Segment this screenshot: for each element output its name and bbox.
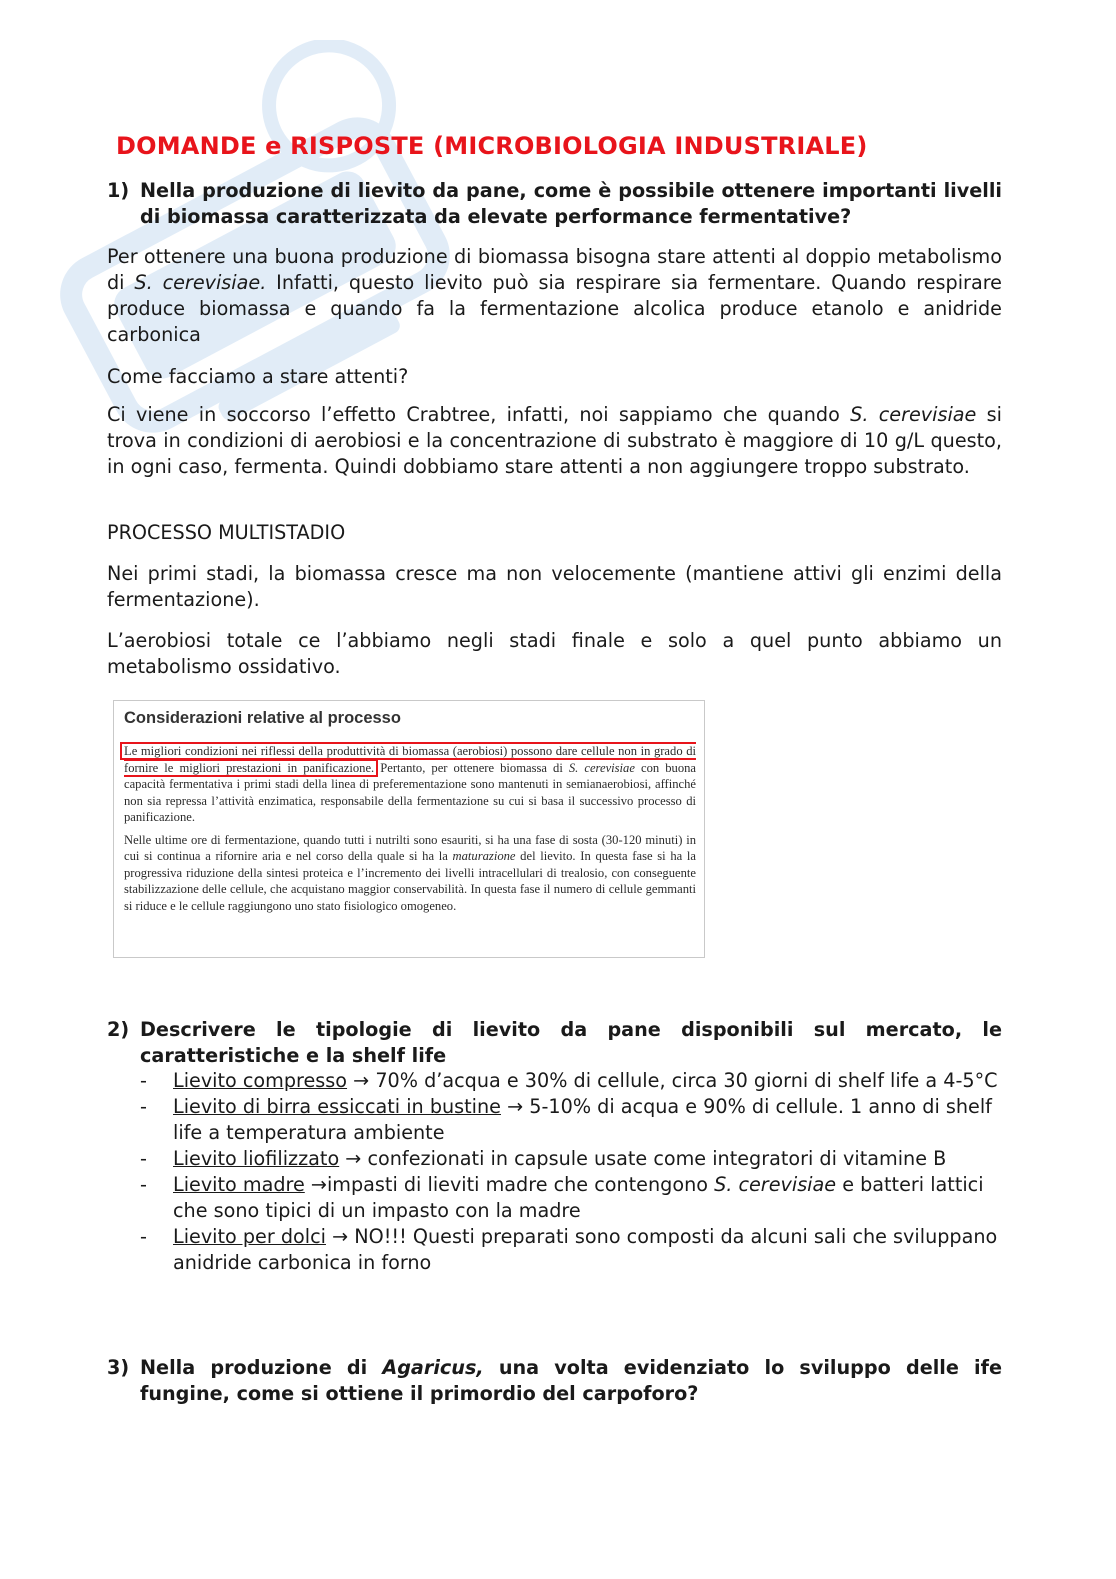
question-text: Descrivere le tipologie di lievito da pane disponibili sul mercato, le caratteristiche e la shelf life	[140, 1018, 1002, 1067]
item-label: Lievito per dolci	[173, 1225, 326, 1248]
item-label: Lievito di birra essiccati in bustine	[173, 1095, 501, 1118]
figure-highlight: Le migliori condizioni nei riflessi della produttività di biomassa (aerobiosi) possono dare cellule non in grado di fornire le migliori prestazioni in panificazione.	[120, 742, 696, 777]
arrow-icon: →	[353, 1069, 370, 1092]
page-title: DOMANDE e RISPOSTE (MICROBIOLOGIA INDUSTRIALE)	[116, 132, 868, 160]
item-label: Lievito madre	[173, 1173, 305, 1196]
list-item: - Lievito per dolci → NO!!! Questi preparati sono composti da alcuni sali che sviluppano anidride carbonica in forno	[140, 1225, 998, 1274]
arrow-icon: →	[507, 1095, 524, 1118]
figure-process-considerations	[113, 700, 705, 958]
figure-body: Le migliori condizioni nei riflessi della produttività di biomassa (aerobiosi) possono dare cellule non in grado di fornire le migliori prestazioni in panificazione. Pertanto, per ottenere biomassa di S. cerevisiae con buona capacità fermentativa i primi stadi della linea di preferementazione sono mantenuti in semianaerobiosi, affinché non sia repressa l’attività enzimatica, responsabile della fermentazione su cui si basa il successivo processo di panificazione. Nelle ultime ore di fermentazione, quando tutti i nutrilti sono esauriti, si ha una fase di sosta (30-120 minuti) in cui si continua a rifornire aria e nel corso della quale si ha la maturazione del lievito. In questa fase si ha la progressiva riduzione della sintesi proteica e l’incremento dei livelli intracellulari di trealosio, con conseguente stabilizzazione delle cellule, che acquistano maggior conservabilità. In questa fase il numero di cellule gemmanti si riduce e le cellule raggiungono uno stato fisiologico omogeneo.	[124, 743, 696, 920]
question-2	[107, 1017, 1002, 1069]
question-3	[107, 1355, 1002, 1407]
arrow-icon: →	[332, 1225, 349, 1248]
figure-title: Considerazioni relative al processo	[124, 709, 401, 727]
answer-1-paragraph-2: Come facciamo a stare attenti?	[107, 365, 409, 388]
list-item: - Lievito compresso → 70% d’acqua e 30% di cellule, circa 30 giorni di shelf life a 4-5°C	[140, 1069, 998, 1092]
list-item: - Lievito madre →impasti di lieviti madre che contengono S. cerevisiae e batteri lattici che sono tipici di un impasto con la madre	[140, 1173, 984, 1222]
question-number: 3)	[107, 1356, 130, 1379]
question-1	[107, 178, 1002, 230]
answer-1-paragraph-1: Per ottenere una buona produzione di biomassa bisogna stare attenti al doppio metabolismo di S. cerevisiae. Infatti, questo lievito può sia respirare sia fermentare. Quando respirare produce biomassa e quando fa la fermentazione alcolica produce etanolo e anidride carbonica	[107, 245, 1002, 346]
question-number: 1)	[107, 179, 130, 202]
arrow-icon: →	[310, 1173, 327, 1196]
answer-1-heading-multistadio: PROCESSO MULTISTADIO	[107, 521, 346, 544]
question-text: Nella produzione di Agaricus, una volta evidenziato lo sviluppo delle ife fungine, come si ottiene il primordio del carpoforo?	[140, 1356, 1002, 1405]
arrow-icon: →	[345, 1147, 362, 1170]
answer-1-paragraph-5: Nei primi stadi, la biomassa cresce ma non velocemente (mantiene attivi gli enzimi della fermentazione).	[107, 562, 1002, 611]
question-number: 2)	[107, 1018, 130, 1041]
item-label: Lievito compresso	[173, 1069, 348, 1092]
list-item: - Lievito liofilizzato → confezionati in capsule usate come integratori di vitamine B	[140, 1147, 947, 1170]
item-label: Lievito liofilizzato	[173, 1147, 340, 1170]
answer-1-paragraph-6: L’aerobiosi totale ce l’abbiamo negli stadi finale e solo a quel punto abbiamo un metabolismo ossidativo.	[107, 629, 1002, 678]
yeast-types-list	[140, 1068, 1010, 1276]
answer-1-paragraph-3: Ci viene in soccorso l’effetto Crabtree, infatti, noi sappiamo che quando S. cerevisiae si trova in condizioni di aerobiosi e la concentrazione di substrato è maggiore di 10 g/L questo, in ogni caso, fermenta. Quindi dobbiamo stare attenti a non aggiungere troppo substrato.	[107, 403, 1002, 478]
question-text: Nella produzione di lievito da pane, come è possibile ottenere importanti livelli di biomassa caratterizzata da elevate performance fermentative?	[140, 179, 1002, 228]
list-item: - Lievito di birra essiccati in bustine → 5-10% di acqua e 90% di cellule. 1 anno di shelf life a temperatura ambiente	[140, 1095, 992, 1144]
